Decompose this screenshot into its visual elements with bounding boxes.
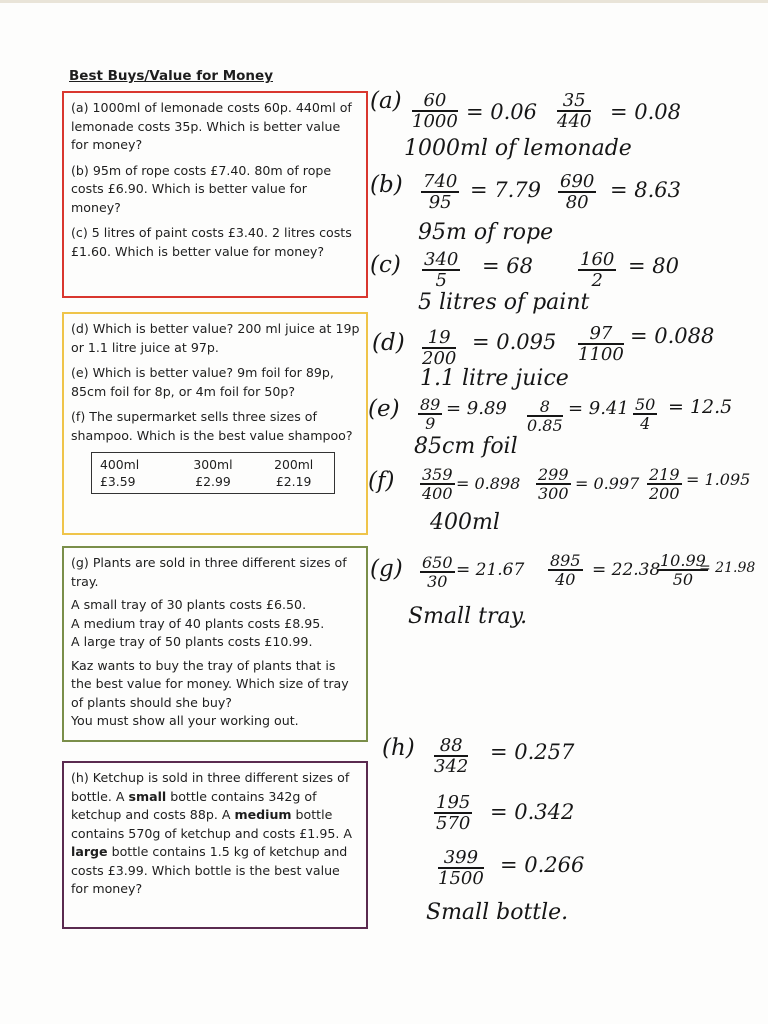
question-h — [71, 769, 360, 899]
working-f-answer: 400ml — [430, 510, 500, 535]
working-f-result-3: = 1.095 — [686, 470, 751, 489]
question-box-a-c — [62, 91, 368, 298]
working-b-fraction-1 — [421, 172, 459, 212]
question-box-h — [62, 761, 368, 929]
working-h-answer: Small bottle. — [426, 900, 569, 925]
working-a-fraction-2 — [557, 91, 591, 131]
question-h-part: bottle contains 570g of ketchup and costs £1.95. A — [71, 807, 352, 841]
shampoo-price: £2.99 — [195, 474, 231, 489]
tray-medium: A medium tray of 40 plants costs £8.95. — [71, 615, 325, 631]
question-h-bold-large: large — [71, 844, 108, 859]
tray-large: A large tray of 50 plants costs £10.99. — [71, 634, 313, 649]
question-h-part: bottle contains 1.5 kg of ketchup and costs £3.99. Which bottle is the best value for money? — [71, 844, 348, 896]
fraction-numerator: 19 — [422, 328, 456, 349]
question-h-bold-small: small — [128, 788, 167, 804]
fraction-numerator: 10.99 — [660, 551, 706, 570]
working-g-fraction-2 — [548, 552, 583, 588]
working-d-answer: 1.1 litre juice — [420, 366, 569, 391]
question-b: (b) 95m of rope costs £7.40. 80m of rope costs £6.90. Which is better value for money? — [71, 162, 332, 215]
working-b-result-1: = 7.79 — [470, 178, 542, 202]
working-h-result-2: = 0.342 — [490, 800, 575, 824]
fraction-denominator: 30 — [427, 572, 448, 591]
fraction-numerator: 359 — [422, 465, 453, 484]
working-c-label: (c) — [370, 252, 401, 278]
working-d-label: (d) — [372, 330, 405, 356]
question-g-text — [71, 657, 360, 731]
question-d: (d) Which is better value? 200 ml juice at 19p or 1.1 litre juice at 97p. — [71, 321, 360, 355]
working-e-label: (e) — [368, 396, 400, 422]
fraction-numerator: 690 — [560, 171, 595, 192]
fraction-numerator: 8 — [527, 398, 563, 417]
working-d-result-1: = 0.095 — [472, 330, 557, 354]
question-g-intro: (g) Plants are sold in three different sizes of tray. — [71, 555, 347, 589]
question-h-bold-medium: medium — [234, 807, 292, 822]
working-f-result-1: = 0.898 — [456, 474, 521, 493]
tray-small: A small tray of 30 plants costs £6.50. — [71, 597, 307, 612]
question-c: (c) 5 litres of paint costs £3.40. 2 litres costs £1.60. Which is better value for money? — [71, 225, 352, 259]
working-h-fraction-2 — [434, 793, 472, 833]
working-b-result-2: = 8.63 — [610, 178, 682, 202]
fraction-numerator: 97 — [578, 324, 624, 345]
working-c-fraction-1 — [422, 250, 460, 290]
question-box-g — [62, 546, 368, 742]
fraction-denominator: 400 — [422, 484, 453, 503]
fraction-numerator: 35 — [557, 91, 591, 112]
question-g-trays — [71, 596, 360, 652]
working-f-label: (f) — [368, 468, 395, 494]
fraction-numerator: 340 — [424, 249, 459, 270]
working-c-answer: 5 litres of paint — [418, 290, 590, 315]
working-h-result-1: = 0.257 — [490, 740, 575, 764]
question-g-question: Kaz wants to buy the tray of plants that is the best value for money. Which size of tray of plants should she buy? — [71, 657, 349, 710]
working-g-label: (g) — [370, 556, 403, 582]
fraction-denominator: 50 — [672, 570, 694, 589]
question-h-part: bottle contains 342g of ketchup and costs 88p. A — [71, 788, 317, 822]
working-h-result-3: = 0.266 — [500, 853, 585, 877]
working-e-result-3: = 12.5 — [668, 396, 733, 418]
working-g-result-3: = 21.98 — [699, 560, 756, 576]
working-c-result-2: = 80 — [628, 254, 679, 278]
page-top-edge — [0, 0, 768, 3]
working-g-result-2: = 22.38 — [592, 560, 661, 580]
fraction-denominator: 4 — [640, 414, 651, 433]
question-box-d-f — [62, 312, 368, 535]
question-g-instruction: You must show all your working out. — [71, 713, 299, 728]
fraction-denominator: 40 — [555, 570, 576, 589]
working-a-answer: 1000ml of lemonade — [404, 136, 632, 161]
fraction-numerator: 219 — [649, 465, 680, 484]
fraction-denominator: 1100 — [578, 344, 624, 365]
fraction-denominator: 1500 — [438, 868, 484, 889]
working-e-fraction-3 — [633, 396, 657, 432]
fraction-numerator: 399 — [438, 848, 484, 869]
fraction-denominator: 570 — [436, 813, 471, 834]
working-a-result-2: = 0.08 — [610, 100, 682, 124]
shampoo-price: £3.59 — [100, 474, 136, 489]
working-a-result-1: = 0.06 — [466, 100, 538, 124]
working-g-answer: Small tray. — [408, 604, 528, 629]
working-d-result-2: = 0.088 — [630, 324, 715, 348]
worksheet-title: Best Buys/Value for Money — [69, 68, 273, 84]
working-g-result-1: = 21.67 — [456, 560, 525, 580]
working-e-fraction-1 — [418, 396, 442, 432]
working-e-fraction-2 — [527, 398, 563, 434]
question-e: (e) Which is better value? 9m foil for 89p, 85cm foil for 8p, or 4m foil for 50p? — [71, 365, 334, 399]
fraction-numerator: 740 — [423, 171, 458, 192]
fraction-numerator: 650 — [422, 553, 453, 572]
fraction-numerator: 895 — [550, 551, 581, 570]
working-c-result-1: = 68 — [482, 254, 533, 278]
fraction-denominator: 1000 — [412, 111, 458, 132]
fraction-denominator: 80 — [565, 192, 589, 213]
working-f-fraction-1 — [420, 466, 455, 502]
shampoo-price: £2.19 — [275, 474, 312, 489]
working-f-fraction-3 — [647, 466, 682, 502]
fraction-numerator: 88 — [434, 736, 468, 757]
working-d-fraction-1 — [422, 328, 456, 368]
fraction-numerator: 160 — [580, 249, 615, 270]
question-f: (f) The supermarket sells three sizes of shampoo. Which is the best value shampoo? — [71, 409, 353, 443]
fraction-denominator: 200 — [649, 484, 680, 503]
working-a-label: (a) — [370, 88, 402, 114]
fraction-denominator: 0.85 — [527, 416, 563, 435]
working-h-fraction-1 — [434, 736, 468, 776]
fraction-numerator: 299 — [538, 465, 569, 484]
question-a: (a) 1000ml of lemonade costs 60p. 440ml of lemonade costs 35p. Which is better value for money? — [71, 100, 352, 152]
fraction-denominator: 9 — [425, 414, 436, 433]
working-g-fraction-1 — [420, 554, 455, 590]
working-b-answer: 95m of rope — [418, 220, 554, 245]
working-e-result-1: = 9.89 — [446, 398, 507, 419]
fraction-numerator: 60 — [412, 91, 458, 112]
working-f-result-2: = 0.997 — [575, 474, 640, 493]
working-c-fraction-2 — [578, 250, 616, 290]
working-b-label: (b) — [370, 172, 403, 198]
fraction-denominator: 5 — [435, 270, 447, 291]
question-h-part: (h) Ketchup is sold in three different sizes of bottle. A — [71, 770, 350, 804]
shampoo-size: 200ml — [274, 457, 314, 472]
fraction-numerator: 195 — [436, 792, 471, 813]
fraction-numerator: 89 — [420, 395, 441, 414]
shampoo-price-table — [91, 452, 335, 494]
working-h-label: (h) — [382, 735, 415, 761]
working-d-fraction-2 — [578, 324, 624, 364]
working-h-fraction-3 — [438, 848, 484, 888]
working-b-fraction-2 — [558, 172, 596, 212]
working-e-answer: 85cm foil — [414, 434, 518, 459]
shampoo-size: 400ml — [100, 457, 140, 472]
working-e-result-2: = 9.41 — [568, 398, 629, 419]
working-f-fraction-2 — [536, 466, 571, 502]
fraction-denominator: 342 — [434, 756, 469, 777]
fraction-numerator: 50 — [635, 395, 656, 414]
fraction-denominator: 300 — [538, 484, 569, 503]
fraction-denominator: 2 — [591, 270, 603, 291]
working-a-fraction-1 — [412, 91, 458, 131]
fraction-denominator: 200 — [422, 348, 457, 369]
fraction-denominator: 440 — [557, 111, 592, 132]
fraction-denominator: 95 — [428, 192, 452, 213]
shampoo-size: 300ml — [193, 457, 233, 472]
